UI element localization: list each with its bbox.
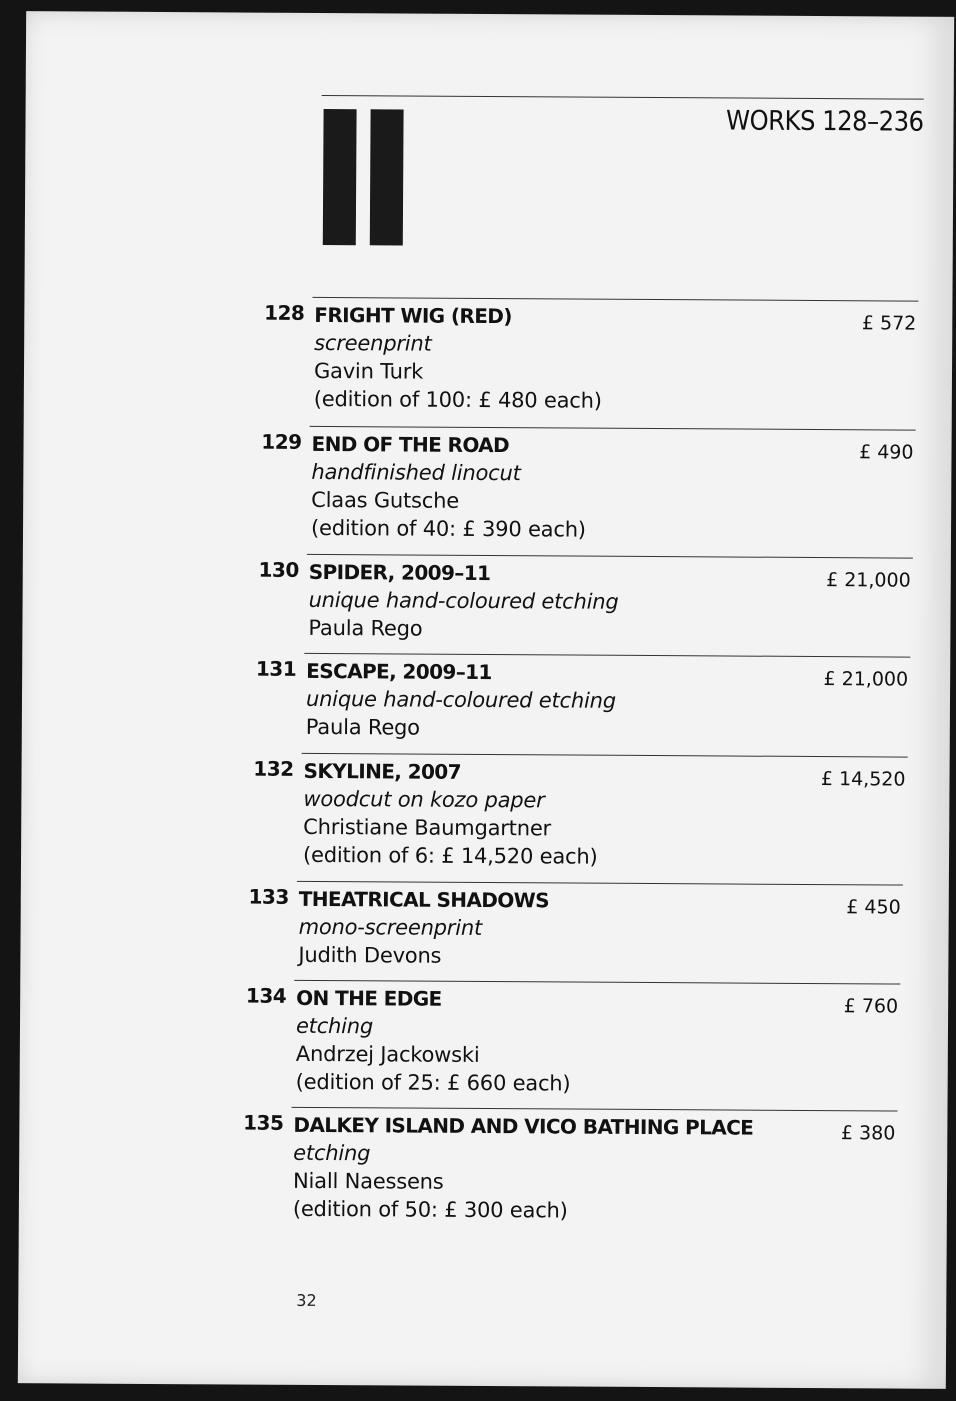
work-title: ON THE EDGE bbox=[296, 985, 442, 1011]
catalogue-entry bbox=[245, 881, 905, 968]
edition-info: (edition of 50: £ 300 each) bbox=[292, 1196, 568, 1223]
work-medium: etching bbox=[295, 1013, 374, 1039]
catalogue-entry bbox=[255, 554, 915, 641]
work-title: FRIGHT WIG (RED) bbox=[314, 302, 512, 329]
price: £ 14,520 bbox=[820, 768, 906, 791]
lot-number: 133 bbox=[248, 884, 289, 909]
works-range: 128–236 bbox=[822, 106, 924, 138]
price: £ 21,000 bbox=[823, 668, 909, 691]
work-title: SPIDER, 2009–11 bbox=[308, 559, 491, 586]
price: £ 490 bbox=[859, 441, 914, 464]
artist-name: Niall Naessens bbox=[292, 1168, 444, 1194]
section-bar bbox=[370, 109, 404, 245]
work-title: DALKEY ISLAND AND VICO BATHING PLACE bbox=[293, 1112, 754, 1140]
catalogue-entry bbox=[240, 1107, 900, 1223]
lot-number: 129 bbox=[261, 429, 302, 454]
lot-number: 132 bbox=[253, 756, 294, 781]
work-title: THEATRICAL SHADOWS bbox=[298, 886, 550, 913]
price: £ 572 bbox=[861, 312, 917, 335]
price: £ 21,000 bbox=[826, 569, 911, 592]
lot-number: 134 bbox=[245, 983, 287, 1008]
price: £ 450 bbox=[846, 896, 901, 919]
work-title: SKYLINE, 2007 bbox=[303, 758, 462, 784]
page-number: 32 bbox=[296, 1290, 317, 1310]
artist-name: Christiane Baumgartner bbox=[303, 814, 552, 841]
edition-info: (edition of 100: £ 480 each) bbox=[313, 386, 602, 413]
catalogue-entry bbox=[242, 980, 902, 1096]
lot-number: 130 bbox=[258, 557, 299, 582]
work-medium: mono-screenprint bbox=[298, 914, 483, 940]
works-label: WORKS bbox=[725, 105, 816, 137]
work-medium: handfinished linocut bbox=[311, 459, 521, 486]
lot-number: 135 bbox=[243, 1110, 284, 1135]
artist-name: Andrzej Jackowski bbox=[295, 1041, 480, 1067]
price: £ 760 bbox=[843, 995, 899, 1018]
artist-name: Paula Rego bbox=[305, 714, 420, 740]
edition-info: (edition of 40: £ 390 each) bbox=[310, 515, 586, 542]
work-medium: etching bbox=[293, 1140, 371, 1166]
lot-number: 131 bbox=[255, 656, 297, 681]
artist-name: Paula Rego bbox=[308, 615, 423, 641]
artist-name: Gavin Turk bbox=[313, 358, 424, 384]
catalogue-entry bbox=[252, 653, 912, 740]
edition-info: (edition of 6: £ 14,520 each) bbox=[302, 842, 598, 869]
artist-name: Claas Gutsche bbox=[311, 487, 460, 513]
work-title: END OF THE ROAD bbox=[311, 431, 510, 458]
work-title: ESCAPE, 2009–11 bbox=[306, 658, 492, 685]
artist-name: Judith Devons bbox=[298, 942, 442, 968]
work-medium: screenprint bbox=[314, 330, 432, 356]
price: £ 380 bbox=[840, 1122, 896, 1145]
works-range-heading bbox=[726, 105, 924, 137]
lot-number: 128 bbox=[264, 300, 305, 325]
header-rule bbox=[322, 95, 924, 100]
work-medium: unique hand-coloured etching bbox=[305, 686, 616, 713]
section-bar bbox=[323, 109, 357, 245]
catalogue-entry bbox=[250, 753, 910, 869]
work-medium: unique hand-coloured etching bbox=[308, 587, 619, 614]
catalogue-page bbox=[18, 11, 954, 1389]
catalogue-entry bbox=[260, 297, 920, 413]
work-medium: woodcut on kozo paper bbox=[303, 786, 545, 813]
section-marker bbox=[323, 109, 406, 245]
edition-info: (edition of 25: £ 660 each) bbox=[295, 1069, 571, 1096]
catalogue-entry bbox=[258, 426, 918, 542]
